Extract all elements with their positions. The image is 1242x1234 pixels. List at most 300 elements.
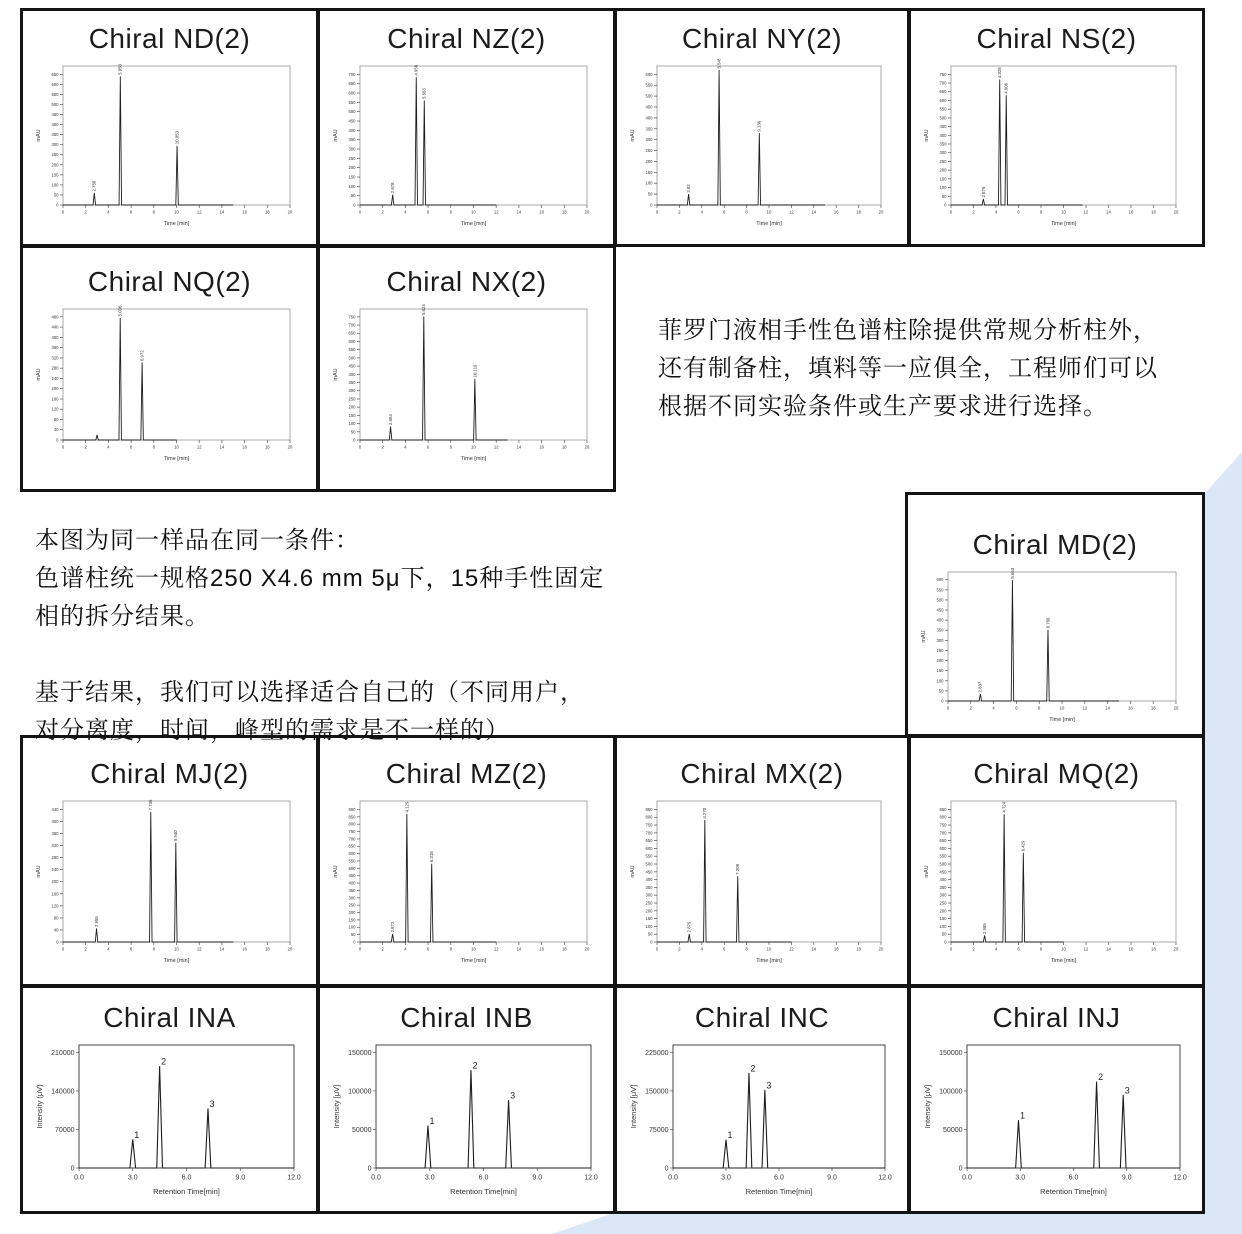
svg-text:0.0: 0.0 [668,1174,678,1182]
svg-text:0.0: 0.0 [962,1174,972,1182]
svg-text:6: 6 [426,946,430,952]
svg-text:300: 300 [348,388,356,394]
svg-text:4.906: 4.906 [1003,82,1009,94]
svg-text:200: 200 [645,158,653,164]
svg-text:6.318: 6.318 [429,851,435,863]
svg-text:16: 16 [539,444,544,450]
svg-text:2.82: 2.82 [685,184,691,193]
svg-text:200: 200 [348,165,356,171]
svg-text:6: 6 [1017,209,1020,215]
svg-text:450: 450 [645,869,653,875]
svg-text:100: 100 [348,183,356,189]
svg-text:100000: 100000 [939,1088,963,1096]
svg-text:150: 150 [939,916,947,922]
svg-text:600: 600 [348,90,356,96]
svg-text:0: 0 [358,209,362,215]
svg-text:18: 18 [264,946,270,952]
svg-text:10: 10 [471,209,476,215]
svg-text:3: 3 [766,1080,772,1091]
chart-area [33,59,306,232]
svg-text:150: 150 [348,174,356,180]
svg-text:300: 300 [51,142,59,148]
svg-text:350: 350 [645,884,653,890]
svg-text:600: 600 [348,338,356,344]
svg-text:250: 250 [936,647,944,653]
svg-text:600: 600 [645,71,653,77]
svg-text:280: 280 [51,855,59,861]
chart-area [921,59,1192,232]
svg-text:800: 800 [645,814,653,820]
svg-text:500: 500 [939,115,947,121]
svg-text:200: 200 [51,162,59,168]
svg-text:750: 750 [939,71,947,77]
svg-text:Time [min]: Time [min] [1049,717,1075,723]
svg-text:850: 850 [939,806,947,812]
svg-text:650: 650 [939,89,947,95]
svg-text:300: 300 [939,892,947,898]
svg-text:Time [min]: Time [min] [163,456,190,462]
svg-text:350: 350 [645,126,653,132]
svg-text:50: 50 [350,429,356,435]
svg-text:100: 100 [939,185,947,191]
svg-text:500: 500 [348,109,356,115]
svg-text:5.036: 5.036 [117,305,123,317]
chromatogram [627,59,897,227]
svg-text:160: 160 [51,891,59,897]
svg-text:0: 0 [367,1165,372,1173]
svg-text:Intensity [μV]: Intensity [μV] [332,1084,341,1129]
svg-text:700: 700 [939,80,947,86]
svg-text:10.053: 10.053 [174,131,180,145]
svg-text:3: 3 [510,1090,516,1101]
svg-text:100: 100 [51,182,59,188]
svg-text:400: 400 [645,115,653,121]
svg-text:0: 0 [944,202,947,208]
svg-text:9.136: 9.136 [756,120,762,132]
svg-text:240: 240 [51,375,59,381]
svg-text:750: 750 [939,822,947,828]
svg-text:200: 200 [51,879,59,885]
svg-text:2: 2 [381,946,384,952]
svg-text:8: 8 [1038,705,1041,711]
svg-text:450: 450 [939,124,947,130]
note-line: 基于结果，我们可以选择适合自己的（不同用户， [35,679,585,706]
svg-text:5.653: 5.653 [1009,567,1015,579]
svg-text:320: 320 [51,355,59,361]
svg-text:400: 400 [939,877,947,883]
svg-text:16: 16 [1128,946,1134,952]
panel-chiral-mq-2 [908,735,1205,987]
svg-text:650: 650 [348,330,356,336]
svg-text:2.837: 2.837 [977,681,983,693]
chart-area [33,794,306,969]
svg-text:0: 0 [56,437,59,443]
svg-text:9.0: 9.0 [235,1174,246,1182]
svg-text:10: 10 [174,444,179,450]
svg-text:16: 16 [833,209,839,215]
svg-text:2: 2 [84,946,87,952]
svg-text:Intensity [μV]: Intensity [μV] [629,1084,638,1129]
svg-text:800: 800 [348,821,356,827]
svg-text:50: 50 [941,931,947,937]
svg-text:600: 600 [939,97,947,103]
svg-text:5.050: 5.050 [117,64,123,75]
svg-text:210000: 210000 [51,1049,75,1057]
svg-text:150: 150 [51,172,59,178]
chromatogram [330,59,603,227]
svg-text:3.0: 3.0 [127,1174,138,1182]
svg-text:300: 300 [939,150,947,156]
panel-title: Chiral INC [694,1002,830,1033]
chromatogram [33,302,306,462]
chart-area [627,794,897,969]
svg-text:4: 4 [994,946,998,952]
svg-text:2: 2 [678,946,681,952]
svg-text:440: 440 [51,324,59,330]
svg-text:Time [min]: Time [min] [756,958,782,964]
svg-text:0: 0 [941,698,944,704]
svg-text:550: 550 [936,587,944,593]
svg-text:200: 200 [936,658,944,664]
panel-chiral-nq-2 [20,245,319,492]
svg-text:50: 50 [53,192,59,198]
svg-text:850: 850 [348,814,356,820]
svg-text:Retention Time[min]: Retention Time[min] [450,1187,517,1196]
svg-text:mAU: mAU [630,129,636,142]
svg-text:50: 50 [350,932,356,938]
svg-text:20: 20 [1173,209,1179,215]
svg-text:10: 10 [471,444,476,450]
svg-text:1: 1 [134,1129,140,1140]
svg-text:400: 400 [939,132,947,138]
svg-text:650: 650 [51,71,59,77]
svg-text:5.545: 5.545 [716,59,722,69]
panel-title: Chiral MQ(2) [973,758,1140,789]
svg-text:mAU: mAU [924,129,930,142]
svg-text:6: 6 [129,946,133,952]
svg-text:0: 0 [56,202,59,208]
svg-text:350: 350 [939,141,947,147]
chart-area [627,1038,897,1201]
panel-chiral-ina [20,985,319,1214]
svg-text:100: 100 [939,923,947,929]
svg-text:80: 80 [53,416,59,422]
svg-text:14: 14 [811,946,817,952]
svg-text:6.972: 6.972 [139,350,145,362]
chart-area [330,302,603,467]
panel-title: Chiral NS(2) [976,23,1137,54]
svg-text:2: 2 [972,946,975,952]
svg-text:600: 600 [348,851,356,857]
svg-text:250: 250 [939,900,947,906]
svg-text:0: 0 [958,1165,963,1173]
svg-text:2.876: 2.876 [980,186,986,198]
svg-text:mAU: mAU [333,368,339,381]
note-line: 根据不同实验条件或生产要求进行选择。 [658,393,1108,420]
panel-title: Chiral NX(2) [386,266,547,297]
svg-text:600: 600 [645,845,653,851]
panel-title: Chiral NZ(2) [387,23,546,54]
panel-chiral-md-2 [905,492,1205,737]
svg-text:2.878: 2.878 [390,182,396,194]
chromatogram [921,1038,1192,1196]
svg-text:3: 3 [209,1099,215,1110]
svg-text:4: 4 [404,946,407,952]
svg-text:mAU: mAU [333,865,339,878]
svg-text:400: 400 [348,371,356,377]
svg-text:400: 400 [936,617,944,623]
svg-text:0: 0 [650,939,653,945]
chart-area [918,565,1192,728]
svg-text:0: 0 [944,939,947,945]
svg-text:18: 18 [561,946,567,952]
svg-text:400: 400 [51,334,59,340]
svg-text:Time [min]: Time [min] [460,221,487,227]
svg-text:550: 550 [51,91,59,97]
svg-text:14: 14 [516,209,522,215]
svg-text:250: 250 [348,902,356,908]
svg-text:18: 18 [264,209,270,215]
svg-text:2: 2 [381,209,384,215]
svg-text:0.0: 0.0 [371,1174,381,1182]
note-line: 本图为同一样品在同一条件： [35,527,360,554]
svg-text:0: 0 [358,946,362,952]
svg-text:10: 10 [1059,705,1065,711]
svg-text:200: 200 [939,167,947,173]
svg-text:mAU: mAU [921,630,927,643]
svg-text:4: 4 [404,444,407,450]
svg-text:4.270: 4.270 [702,807,708,819]
svg-text:2: 2 [84,444,87,450]
svg-text:8: 8 [1039,209,1043,215]
svg-text:18: 18 [856,946,861,952]
svg-text:4: 4 [700,946,703,952]
note-line: 相的拆分结果。 [35,603,210,630]
svg-text:8: 8 [152,444,155,450]
svg-text:9.940: 9.940 [173,830,179,842]
svg-text:650: 650 [645,838,653,844]
svg-text:20: 20 [1173,705,1179,711]
svg-text:12.0: 12.0 [878,1174,892,1182]
svg-text:Retention Time[min]: Retention Time[min] [153,1187,220,1196]
svg-text:550: 550 [348,99,356,105]
svg-text:6.429: 6.429 [1020,840,1026,852]
panel-chiral-mz-2 [317,735,616,987]
svg-text:700: 700 [348,71,356,77]
chart-area [330,794,603,969]
svg-text:650: 650 [939,838,947,844]
svg-text:12: 12 [196,209,202,215]
panel-title: Chiral INB [400,1002,533,1033]
svg-text:14: 14 [219,209,225,215]
svg-text:8: 8 [745,946,748,952]
svg-text:850: 850 [645,806,653,812]
svg-text:Intensity [μV]: Intensity [μV] [923,1084,932,1129]
svg-text:550: 550 [645,853,653,859]
svg-text:100: 100 [645,923,653,929]
svg-text:20: 20 [287,946,293,952]
svg-text:12: 12 [1083,946,1089,952]
panel-chiral-nd-2 [20,8,319,247]
note-line [35,636,655,674]
svg-text:6: 6 [723,209,726,215]
svg-text:250: 250 [645,148,653,154]
svg-text:800: 800 [939,814,947,820]
svg-text:8: 8 [449,209,452,215]
svg-text:2: 2 [84,209,87,215]
svg-text:400: 400 [51,818,59,824]
svg-text:mAU: mAU [630,865,636,878]
svg-text:Time [min]: Time [min] [163,221,190,227]
chromatogram [627,1038,897,1196]
svg-text:50: 50 [647,931,653,937]
svg-text:18: 18 [1151,209,1156,215]
svg-text:350: 350 [348,887,356,893]
svg-text:10: 10 [766,946,772,952]
svg-text:700: 700 [348,322,356,328]
svg-text:Time [min]: Time [min] [460,456,487,462]
panel-chiral-mx-2 [614,735,910,987]
svg-text:6: 6 [426,444,430,450]
svg-text:16: 16 [539,946,544,952]
svg-text:18: 18 [561,209,567,215]
svg-text:225000: 225000 [645,1049,669,1057]
chromatogram [330,1038,603,1196]
svg-text:20: 20 [584,444,590,450]
chromatogram [33,59,306,227]
svg-text:Time [min]: Time [min] [756,221,782,227]
svg-text:200: 200 [51,386,59,392]
svg-text:9.0: 9.0 [1121,1174,1132,1182]
svg-text:75000: 75000 [649,1126,669,1134]
svg-text:500: 500 [939,861,947,867]
chromatogram [627,794,897,964]
svg-text:0: 0 [949,946,953,952]
svg-text:400: 400 [348,127,356,133]
svg-text:Retention Time[min]: Retention Time[min] [745,1187,813,1196]
svg-text:4: 4 [992,705,995,711]
svg-text:mAU: mAU [333,129,339,142]
svg-text:2.872: 2.872 [389,921,395,933]
svg-text:0: 0 [353,437,356,443]
svg-text:0: 0 [358,444,362,450]
svg-text:700: 700 [645,830,653,836]
svg-text:14: 14 [1106,209,1111,215]
svg-text:16: 16 [242,444,247,450]
svg-text:16: 16 [242,209,247,215]
svg-text:480: 480 [51,314,59,320]
svg-text:8: 8 [449,444,452,450]
svg-text:Time [min]: Time [min] [163,958,190,964]
svg-text:14: 14 [811,209,817,215]
panel-chiral-nx-2 [317,245,616,492]
svg-text:0: 0 [353,202,356,208]
svg-text:1: 1 [429,1116,435,1127]
svg-text:14: 14 [516,946,522,952]
svg-text:440: 440 [51,806,59,812]
panel-chiral-mj-2 [20,735,319,987]
svg-text:12: 12 [493,209,499,215]
svg-text:350: 350 [939,884,947,890]
svg-text:40: 40 [53,927,59,933]
svg-text:6: 6 [426,209,430,215]
svg-text:100: 100 [645,180,653,186]
svg-text:6.0: 6.0 [181,1174,192,1182]
svg-text:0: 0 [946,705,950,711]
chart-area [921,1038,1192,1201]
svg-text:400: 400 [645,877,653,883]
note-line: 色谱柱统一规格250 X4.6 mm 5μ下，15种手性固定 [35,565,605,592]
chart-area [330,59,603,232]
svg-text:150: 150 [645,169,653,175]
panel-chiral-inc [614,985,910,1214]
svg-text:400: 400 [348,880,356,886]
svg-text:600: 600 [936,577,944,583]
svg-text:200: 200 [348,404,356,410]
svg-text:4: 4 [404,209,407,215]
chart-area [33,1038,306,1201]
svg-text:12: 12 [196,444,202,450]
svg-text:8: 8 [152,946,155,952]
svg-text:0: 0 [655,209,659,215]
svg-text:12: 12 [493,946,499,952]
svg-text:550: 550 [348,347,356,353]
svg-text:2.879: 2.879 [686,921,692,933]
svg-text:450: 450 [348,118,356,124]
svg-text:300: 300 [348,146,356,152]
svg-text:150000: 150000 [939,1049,963,1057]
svg-text:4.956: 4.956 [413,64,419,76]
svg-text:140000: 140000 [51,1088,75,1096]
svg-text:750: 750 [348,829,356,835]
svg-text:Retention Time[min]: Retention Time[min] [1040,1187,1107,1196]
svg-text:0: 0 [664,1165,669,1173]
chart-area [330,1038,603,1201]
chromatogram [33,1038,306,1196]
svg-text:2.758: 2.758 [91,180,97,192]
svg-text:650: 650 [348,843,356,849]
panel-chiral-inb [317,985,616,1214]
svg-text:12.0: 12.0 [584,1174,598,1182]
left-note-text [35,522,655,750]
svg-text:3.0: 3.0 [424,1174,435,1182]
panel-title: Chiral MJ(2) [90,758,249,789]
svg-text:20: 20 [584,946,590,952]
svg-text:8: 8 [1039,946,1043,952]
panel-title: Chiral INA [103,1002,236,1033]
chart-area [33,302,306,467]
svg-text:6: 6 [129,444,133,450]
svg-text:10: 10 [174,946,179,952]
svg-text:12: 12 [196,946,202,952]
svg-text:16: 16 [242,946,247,952]
svg-text:3: 3 [1124,1085,1130,1096]
svg-text:600: 600 [939,845,947,851]
svg-text:0: 0 [61,444,65,450]
svg-text:6.0: 6.0 [478,1174,489,1182]
svg-text:150: 150 [645,916,653,922]
svg-text:0: 0 [56,939,59,945]
svg-text:200: 200 [645,908,653,914]
svg-text:320: 320 [51,843,59,849]
svg-text:9.0: 9.0 [532,1174,543,1182]
svg-text:7.735: 7.735 [148,799,154,811]
svg-text:8: 8 [745,209,748,215]
svg-text:16: 16 [833,946,839,952]
svg-text:0: 0 [655,946,659,952]
svg-text:10: 10 [174,209,179,215]
svg-text:0.0: 0.0 [74,1174,84,1182]
